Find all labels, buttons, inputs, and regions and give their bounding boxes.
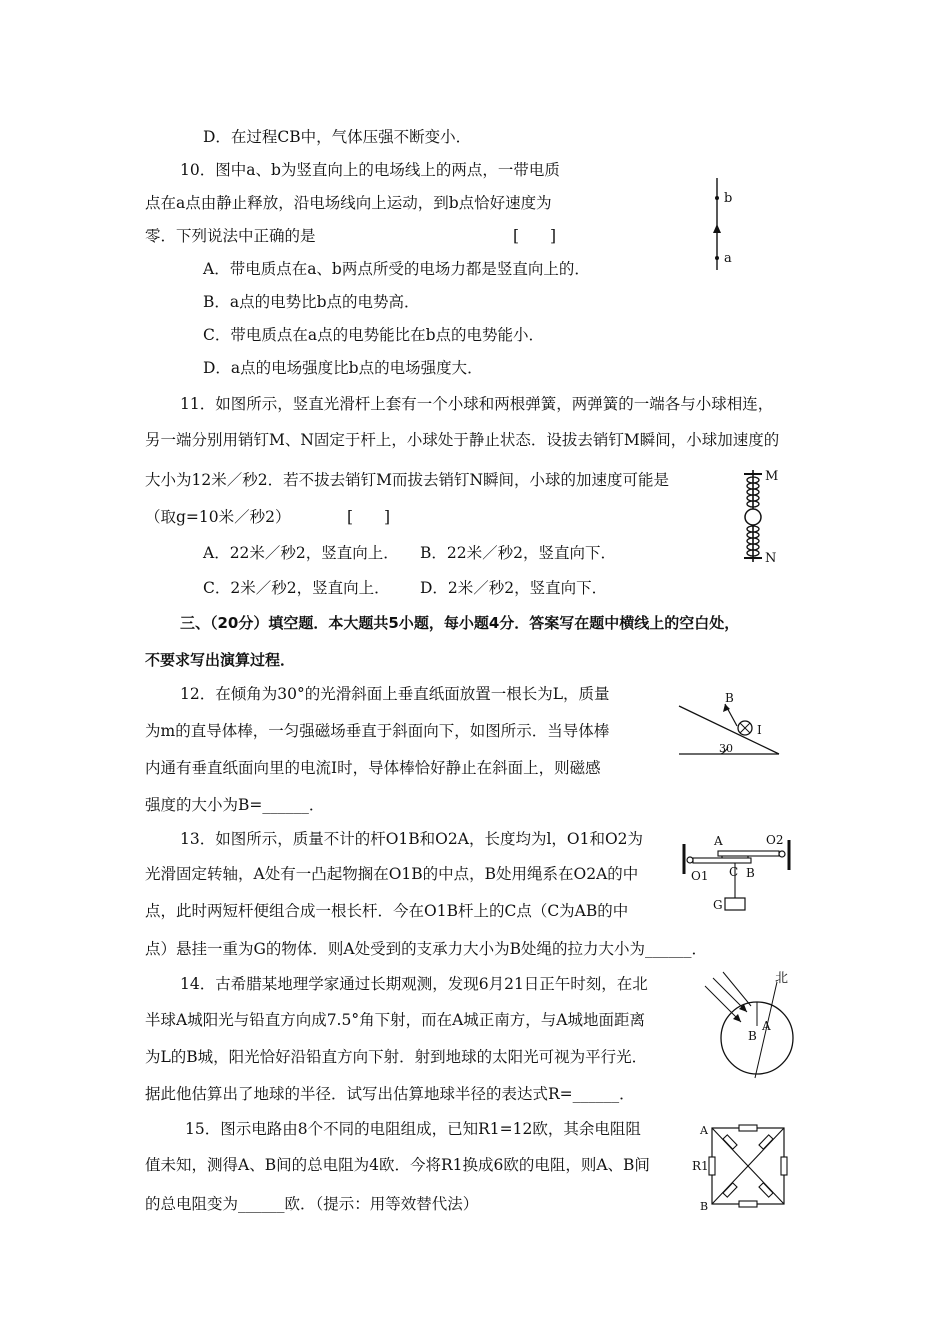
q11-option-c: C．2米／秒2，竖直向上． (203, 579, 390, 597)
q14-label-north: 北 (775, 971, 789, 986)
q13-text-line1: 13．如图所示，质量不计的杆O1B和O2A，长度均为l，O1和O2为 (180, 830, 644, 848)
q13-label-g: G (713, 898, 723, 912)
q15-label-a: A (700, 1124, 708, 1137)
q12-label-i: I (757, 723, 762, 737)
q14-label-a: A (762, 1019, 771, 1033)
q11-label-n: N (765, 551, 777, 566)
q12-text-line4: 强度的大小为B=______． (145, 796, 325, 814)
q10-label-b: b (724, 191, 733, 206)
q11-text-line4: （取g=10米／秒2） (145, 508, 291, 526)
q10-option-c: C．带电质点在a点的电势能比在b点的电势能小． (203, 326, 545, 344)
q11-spring-ball-figure (735, 466, 785, 566)
q10-text-line1: 10．图中a、b为竖直向上的电场线上的两点，一带电质 (180, 161, 560, 179)
q10-answer-bracket: [ ] (513, 227, 557, 245)
q13-text-line4: 点）悬挂一重为G的物体．则A处受到的支承力大小为B处绳的拉力大小为______． (145, 940, 707, 958)
q10-field-line-figure (700, 178, 750, 273)
q10-option-b: B．a点的电势比b点的电势高． (203, 293, 420, 311)
q11-label-m: M (765, 469, 779, 484)
q10-text-line3: 零．下列说法中正确的是 (145, 227, 316, 245)
q14-text-line1: 14．古希腊某地理学家通过长期观测，发现6月21日正午时刻，在北 (180, 975, 648, 993)
q15-label-b: B (700, 1200, 709, 1213)
q10-option-a: A．带电质点在a、b两点所受的电场力都是竖直向上的． (203, 260, 590, 278)
q12-text-line2: 为m的直导体棒，一匀强磁场垂直于斜面向下，如图所示．当导体棒 (145, 722, 610, 740)
q14-text-line3: 为L的B城，阳光恰好沿铅直方向下射．射到地球的太阳光可视为平行光． (145, 1048, 648, 1066)
section3-heading-line2: 不要求写出演算过程． (145, 651, 296, 669)
q14-text-line4: 据此他估算出了地球的半径．试写出估算地球半径的表达式R=______． (145, 1085, 635, 1103)
q15-text-line2: 值未知，测得A、B间的总电阻为4欧．今将R1换成6欧的电阻，则A、B间 (145, 1156, 650, 1174)
q11-text-line2: 另一端分别用销钉M、N固定于杆上，小球处于静止状态．设拔去销钉M瞬间，小球加速度的 (145, 431, 780, 449)
q9-option-d: D．在过程CB中，气体压强不断变小． (203, 128, 472, 146)
q10-text-line2: 点在a点由静止释放，沿电场线向上运动，到b点恰好速度为 (145, 194, 552, 212)
q13-label-a: A (714, 834, 723, 848)
q13-text-line2: 光滑固定转轴，A处有一凸起物搁在O1B的中点，B处用绳系在O2A的中 (145, 865, 639, 883)
q14-earth-figure (695, 968, 805, 1083)
q13-label-b: B (746, 866, 755, 880)
q11-option-a: A．22米／秒2，竖直向上． (203, 544, 399, 562)
q13-lever-figure (678, 830, 798, 915)
q15-text-line1: 15．图示电路由8个不同的电阻组成，已知R1=12欧，其余电阻阻 (185, 1120, 641, 1138)
q12-text-line1: 12．在倾角为30°的光滑斜面上垂直纸面放置一根长为L，质量 (180, 685, 610, 703)
q11-text-line3: 大小为12米／秒2．若不拔去销钉M而拔去销钉N瞬间，小球的加速度可能是 (145, 471, 670, 489)
q13-label-o1: O1 (691, 869, 709, 883)
q10-label-a: a (724, 251, 732, 266)
q10-option-d: D．a点的电场强度比b点的电场强度大． (203, 359, 483, 377)
q13-label-c: C (729, 865, 739, 879)
q12-incline-figure (675, 686, 785, 761)
q13-label-o2: O2 (766, 833, 784, 847)
q11-option-b: B．22米／秒2，竖直向下． (420, 544, 616, 562)
q12-label-b: B (725, 691, 734, 705)
q13-text-line3: 点，此时两短杆便组合成一根长杆．今在O1B杆上的C点（C为AB的中 (145, 902, 629, 920)
q15-circuit-figure (690, 1120, 800, 1215)
q11-option-d: D．2米／秒2，竖直向下． (420, 579, 608, 597)
q15-text-line3: 的总电阻变为______欧．（提示：用等效替代法） (145, 1195, 479, 1213)
q12-label-angle: 30 (719, 742, 733, 755)
q11-answer-bracket: [ ] (347, 508, 391, 526)
q14-label-b: B (748, 1029, 757, 1043)
q11-text-line1: 11．如图所示，竖直光滑杆上套有一个小球和两根弹簧，两弹簧的一端各与小球相连， (180, 395, 774, 413)
q15-label-r1: R1 (692, 1159, 709, 1173)
section3-heading-line1: 三、（20分）填空题．本大题共5小题，每小题4分．答案写在题中横线上的空白处， (180, 614, 740, 632)
q12-text-line3: 内通有垂直纸面向里的电流I时，导体棒恰好静止在斜面上，则磁感 (145, 759, 601, 777)
q14-text-line2: 半球A城阳光与铅直方向成7.5°角下射，而在A城正南方，与A城地面距离 (145, 1011, 645, 1029)
